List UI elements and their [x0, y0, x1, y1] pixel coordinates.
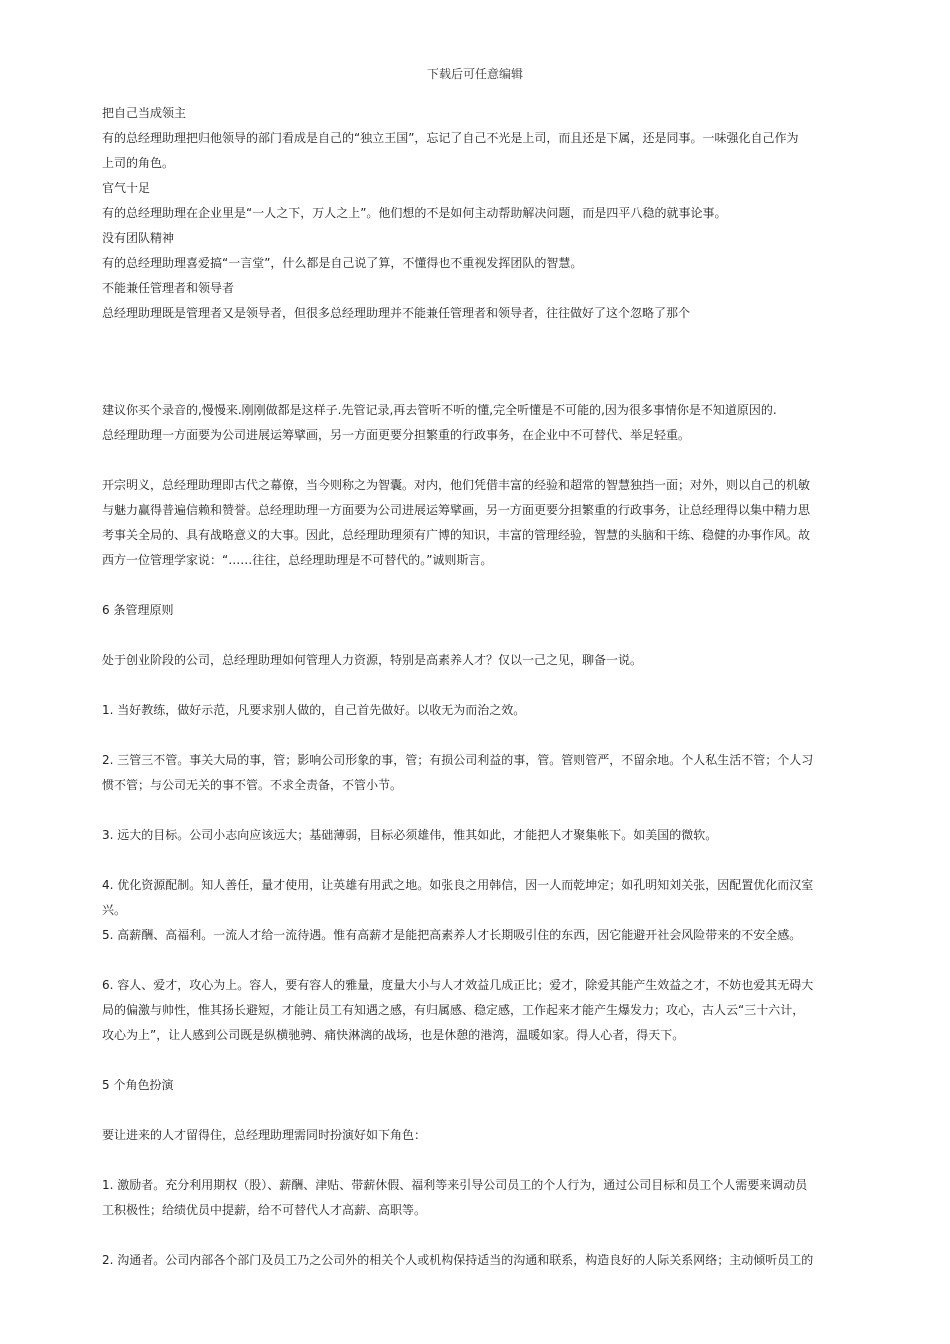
text-line: 惯不管；与公司无关的事不管。不求全责备，不管小节。 [102, 778, 403, 792]
text-line: 考事关全局的、具有战略意义的大事。因此，总经理助理须有广博的知识，丰富的管理经验，智慧的头脑和干练、稳健的办事作风。故 [102, 528, 811, 542]
spacer [102, 1098, 862, 1123]
text-line: 有的总经理助理在企业里是“一人之下，万人之上”。他们想的不是如何主动帮助解决问题，而是四平八稳的就事论事。 [102, 206, 727, 220]
list-item: 1. 当好教练，做好示范，凡要求别人做的，自己首先做好。以收无为而治之效。 [102, 703, 526, 717]
section-heading: 5 个角色扮演 [102, 1078, 174, 1092]
section-heading: 没有团队精神 [102, 231, 175, 245]
list-item: 2. 沟通者。公司内部各个部门及员工乃之公司外的相关个人或机构保持适当的沟通和联系，构造良好的人际关系网络；主动倾听员工的 [102, 1253, 814, 1267]
spacer [102, 448, 862, 473]
list-item: 5. 高薪酬、高福利。一流人才给一流待遇。惟有高薪才是能把高素养人才长期吸引住的东西，因它能避开社会风险带来的不安全感。 [102, 928, 802, 942]
spacer [102, 798, 862, 823]
text-line: 处于创业阶段的公司，总经理助理如何管理人力资源，特别是高素养人才？仅以一己之见，聊备一说。 [102, 653, 643, 667]
spacer [102, 723, 862, 748]
spacer [102, 1048, 862, 1073]
text-line: 与魅力赢得普遍信赖和赞誉。总经理助理一方面要为公司进展运筹擘画，另一方面更要分担繁重的行政事务，让总经理得以集中精力思 [102, 503, 811, 517]
list-item: 1. 激励者。充分利用期权（股）、薪酬、津贴、带薪休假、福利等来引导公司员工的个人行为，通过公司目标和员工个人需要来调动员 [102, 1178, 808, 1192]
text-line: 总经理助理既是管理者又是领导者，但很多总经理助理并不能兼任管理者和领导者，往往做好了这个忽略了那个 [102, 306, 691, 320]
section-heading: 不能兼任管理者和领导者 [102, 281, 235, 295]
text-line: 上司的角色。 [102, 156, 175, 170]
spacer [102, 623, 862, 648]
text-line: 有的总经理助理把归他领导的部门看成是自己的“独立王国”，忘记了自己不光是上司，而且还是下属，还是同事。一味强化自己作为 [102, 131, 799, 145]
text-line: 攻心为上”，让人感到公司既是纵横驰骋、痛快淋漓的战场，也是休憩的港湾，温暖如家。得人心者，得天下。 [102, 1028, 685, 1042]
document-body [102, 101, 862, 1273]
list-item: 2. 三管三不管。事关大局的事，管；影响公司形象的事，管；有损公司利益的事，管。管则管严，不留余地。个人私生活不管；个人习 [102, 753, 814, 767]
page-header: 下载后可任意编辑 [426, 67, 523, 81]
text-line: 要让进来的人才留得住，总经理助理需同时扮演好如下角色： [102, 1128, 427, 1142]
text-line: 开宗明义，总经理助理即古代之幕僚，当今则称之为智囊。对内，他们凭借丰富的经验和超常的智慧独挡一面；对外，则以自己的机敏 [102, 478, 811, 492]
spacer [102, 373, 862, 398]
text-line: 兴。 [102, 903, 127, 917]
section-heading: 6 条管理原则 [102, 603, 174, 617]
text-line: 有的总经理助理喜爱搞“一言堂”，什么都是自己说了算，不懂得也不重视发挥团队的智慧。 [102, 256, 583, 270]
spacer [102, 948, 862, 973]
spacer [102, 573, 862, 598]
text-line: 西方一位管理学家说：“……往往，总经理助理是不可替代的。”诚则斯言。 [102, 553, 493, 567]
spacer [102, 1223, 862, 1248]
list-item: 4. 优化资源配制。知人善任，量才使用，让英雄有用武之地。如张良之用韩信，因一人而乾坤定；如孔明知刘关张，因配置优化而汉室 [102, 878, 814, 892]
spacer [102, 326, 862, 373]
text-line: 工积极性；给绩优员中提薪，给不可替代人才高薪、高职等。 [102, 1203, 427, 1217]
spacer [102, 673, 862, 698]
section-heading: 把自己当成领主 [102, 106, 187, 120]
text-line: 建议你买个录音的,慢慢来.刚刚做都是这样子.先管记录,再去管听不听的懂,完全听懂是不可能的,因为很多事情你是不知道原因的. [102, 403, 777, 417]
spacer [102, 848, 862, 873]
list-item: 6. 容人、爱才，攻心为上。容人，要有容人的雅量，度量大小与人才效益几成正比；爱才，除爱其能产生效益之才，不妨也爱其无碍大 [102, 978, 814, 992]
text-line: 局的偏激与帅性，惟其扬长避短，才能让员工有知遇之感，有归属感、稳定感，工作起来才能产生爆发力；攻心，古人云“三十六计， [102, 1003, 805, 1017]
spacer [102, 1148, 862, 1173]
list-item: 3. 远大的目标。公司小志向应该远大；基础薄弱，目标必须雄伟，惟其如此，才能把人才聚集帐下。如美国的微软。 [102, 828, 718, 842]
section-heading: 官气十足 [102, 181, 151, 195]
text-line: 总经理助理一方面要为公司进展运筹擘画，另一方面更要分担繁重的行政事务，在企业中不可替代、举足轻重。 [102, 428, 691, 442]
